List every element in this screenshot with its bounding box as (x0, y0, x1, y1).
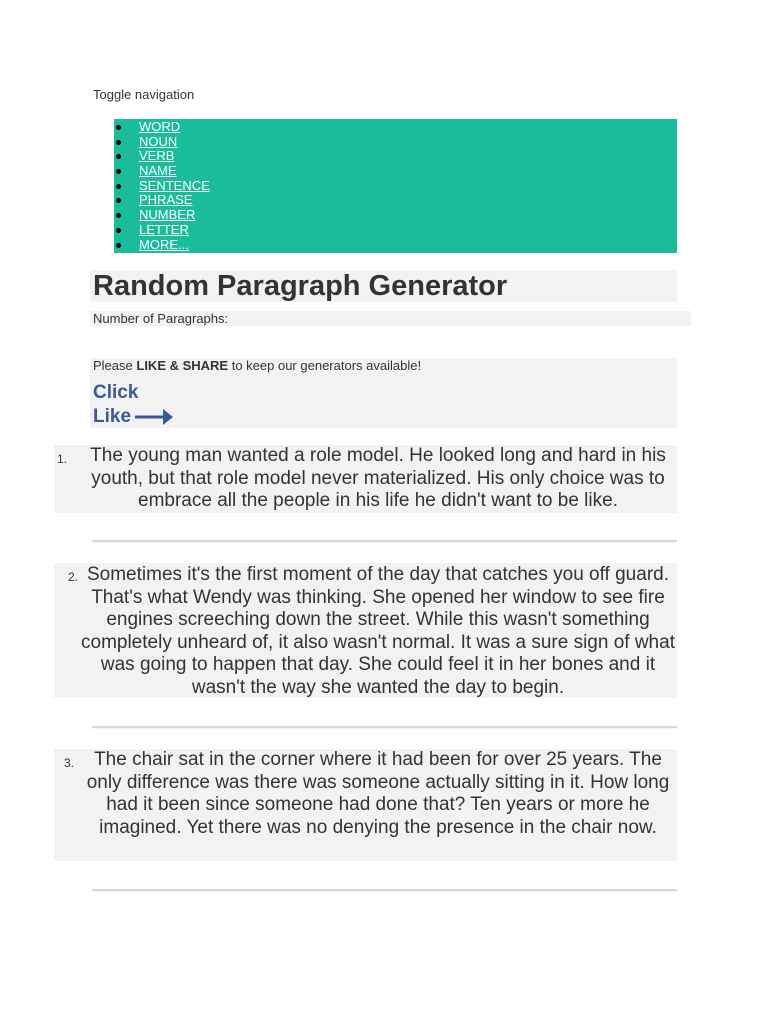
nav-item-sentence (114, 179, 210, 194)
nav-link-number[interactable]: NUMBER (139, 207, 196, 223)
title-panel (90, 270, 677, 302)
bullet-icon (116, 243, 121, 248)
share-message (93, 358, 421, 374)
bullet-icon (116, 184, 121, 189)
paragraph-card-3 (54, 749, 677, 861)
paragraph-number: 1. (57, 452, 68, 466)
bullet-icon (116, 154, 121, 159)
nav-item-number (114, 208, 210, 223)
click-like-line2: Like (93, 406, 132, 427)
nav-item-noun (114, 135, 210, 150)
nav-item-word (114, 120, 210, 135)
nav-list (114, 120, 210, 252)
right-arrow-icon (135, 408, 175, 426)
paragraph-count-panel (90, 311, 691, 326)
nav-link-name[interactable]: NAME (139, 163, 177, 179)
nav-item-letter (114, 223, 210, 238)
nav-link-phrase[interactable]: PHRASE (139, 192, 193, 208)
bullet-icon (116, 213, 121, 218)
toggle-navigation-button[interactable]: Toggle navigation (93, 87, 195, 102)
divider (92, 726, 677, 729)
paragraph-card-1 (54, 445, 677, 513)
share-panel (90, 358, 677, 428)
bullet-icon (116, 140, 121, 145)
divider (92, 889, 677, 892)
bullet-icon (116, 198, 121, 203)
paragraph-number: 2. (68, 570, 79, 584)
page-title: Random Paragraph Generator (93, 270, 508, 302)
nav-link-sentence[interactable]: SENTENCE (139, 177, 210, 193)
bullet-icon (116, 169, 121, 174)
nav-link-word[interactable]: WORD (139, 119, 181, 134)
paragraph-count-label: Number of Paragraphs: (93, 311, 229, 326)
nav-menu (114, 119, 677, 253)
nav-link-verb[interactable]: VERB (139, 148, 175, 164)
share-suffix: to keep our generators available! (228, 358, 422, 373)
nav-link-letter[interactable]: LETTER (139, 221, 189, 237)
share-prefix: Please (93, 358, 137, 373)
nav-item-verb (114, 149, 210, 164)
divider (92, 540, 677, 543)
bullet-icon (116, 125, 121, 130)
nav-item-phrase (114, 193, 210, 208)
nav-link-noun[interactable]: NOUN (139, 133, 178, 149)
nav-item-more (114, 238, 210, 253)
bullet-icon (116, 228, 121, 233)
click-like-line1: Click (93, 382, 139, 403)
nav-link-more[interactable]: MORE... (139, 236, 189, 252)
paragraph-text: Sometimes it's the first moment of the day that catches you off guard. That's what Wendy was thinking. She opened her window to see fire engines screeching down the street. While this wasn't something completely unheard of, it also wasn't normal. It was a sure sign of what was going to happen that day. She could feel it in her bones and it wasn't the way she wanted the day to begin. (81, 564, 675, 698)
paragraph-text: The chair sat in the corner where it had been for over 25 years. The only difference was there was someone actually sitting in it. How long had it been since someone had done that? Ten years or more he imagined. Yet there was no denying the presence in the chair now. (86, 749, 670, 838)
paragraph-number: 3. (64, 756, 75, 770)
paragraph-text: The young man wanted a role model. He looked long and hard in his youth, but that role model never materialized. His only choice was to embrace all the people in his life he didn't want to be like. (90, 445, 666, 511)
click-like-button[interactable] (93, 381, 138, 429)
nav-item-name (114, 164, 210, 179)
share-bold: LIKE & SHARE (136, 358, 229, 373)
click-like-line2-row (93, 405, 138, 429)
paragraph-card-2 (54, 563, 677, 698)
